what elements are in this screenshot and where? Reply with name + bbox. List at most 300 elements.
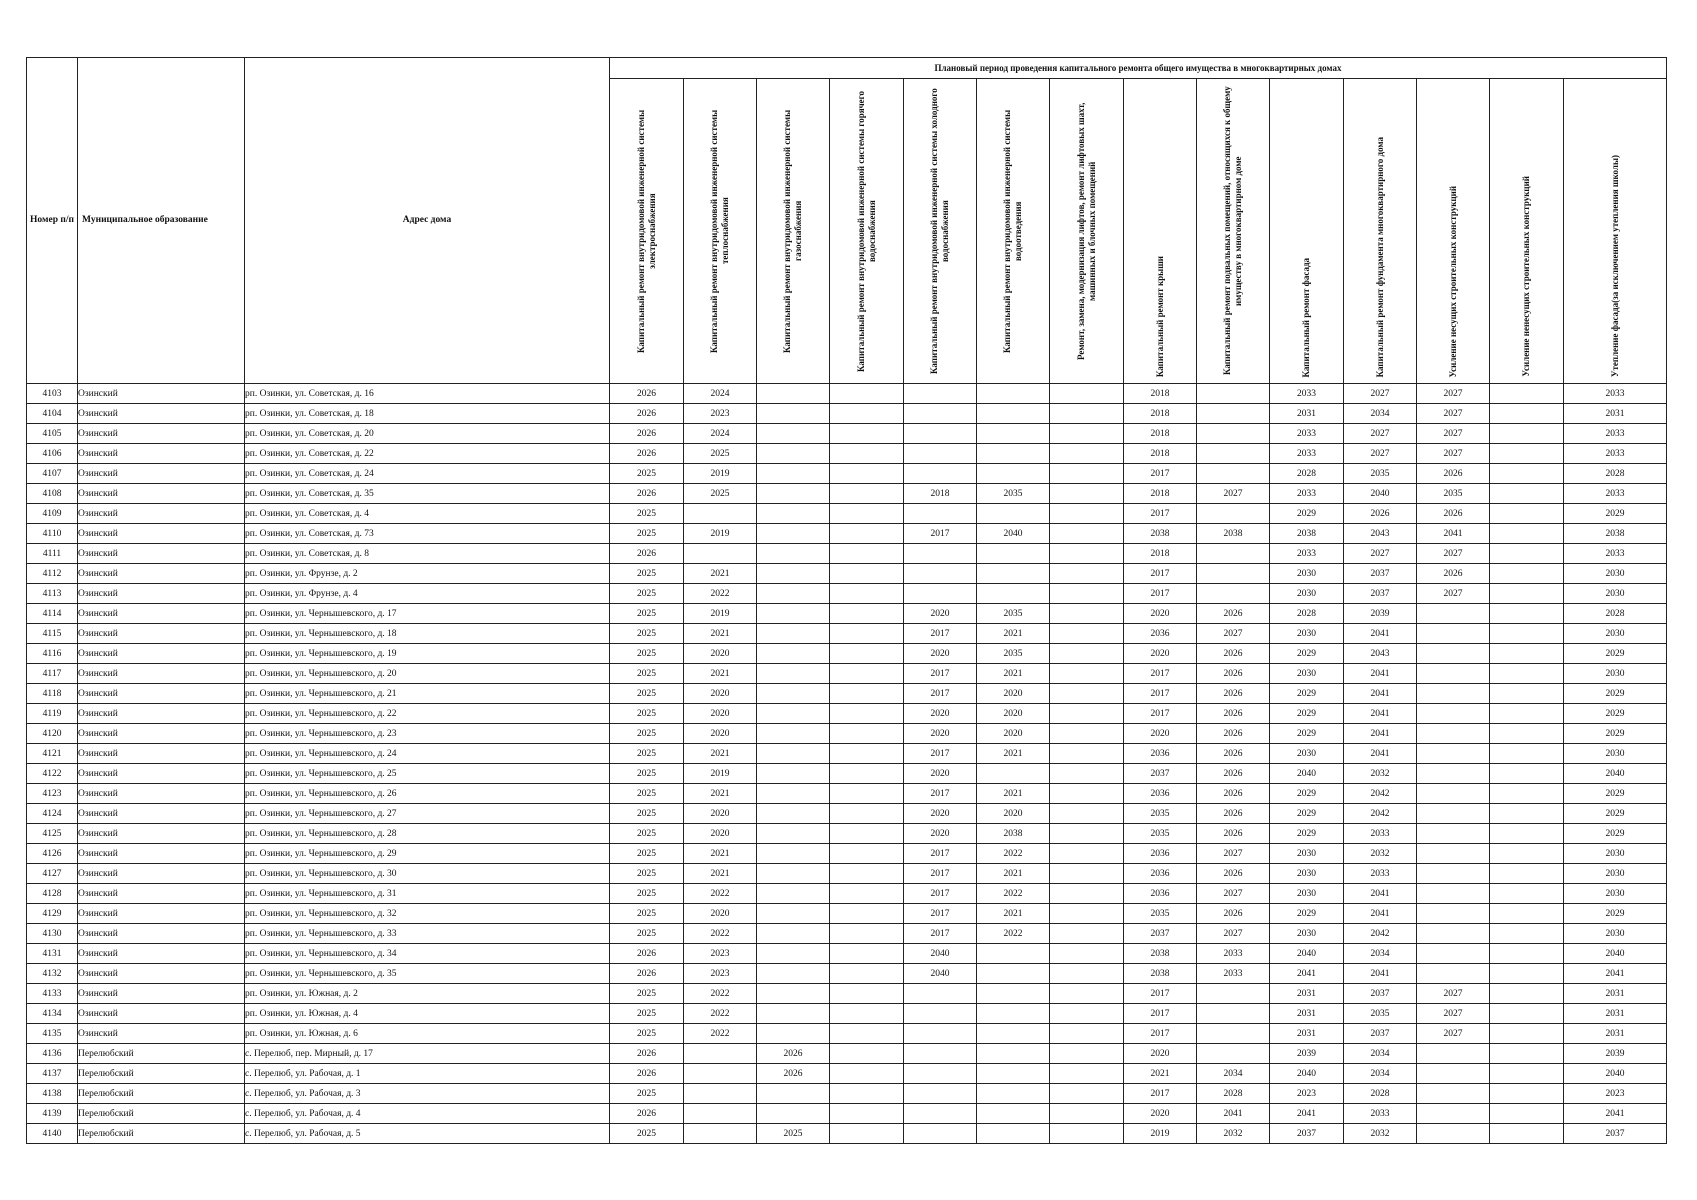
planned-year: 2031 [1564,984,1667,1004]
planned-year: 2029 [1270,684,1344,704]
house-address: рп. Озинки, ул. Чернышевского, д. 17 [245,604,610,624]
planned-year: 2020 [684,704,757,724]
planned-year: 2031 [1270,1004,1344,1024]
planned-year: 2018 [1124,484,1197,504]
table-row [27,1124,1667,1144]
row-number: 4109 [27,504,78,524]
planned-year: 2020 [977,804,1050,824]
planned-year: 2020 [904,604,977,624]
planned-year: 2041 [1564,964,1667,984]
municipality: Перелюбский [78,1124,245,1144]
planned-year: 2028 [1270,464,1344,484]
planned-year [1490,904,1564,924]
header-work-type-label: Ремонт, замена, модернизация лифтов, ремонт лифтовых шахт, машинных и блочных помещений [1075,102,1097,360]
header-work-type-label: Капитальный ремонт внутридомовой инженерной системы водоотведения [1002,109,1023,353]
planned-year [757,584,830,604]
municipality: Озинский [78,384,245,404]
planned-year [1417,724,1490,744]
row-number: 4127 [27,864,78,884]
planned-year [830,564,904,584]
table-row [27,464,1667,484]
planned-year [977,564,1050,584]
planned-year [830,524,904,544]
planned-year: 2025 [757,1124,830,1144]
planned-year [904,544,977,564]
row-number: 4106 [27,444,78,464]
house-address: рп. Озинки, ул. Чернышевского, д. 21 [245,684,610,704]
planned-year [830,904,904,924]
planned-year [757,904,830,924]
planned-year [684,1044,757,1064]
planned-year: 2029 [1564,704,1667,724]
planned-year [904,564,977,584]
planned-year [1417,884,1490,904]
planned-year: 2031 [1564,1004,1667,1024]
planned-year: 2041 [1197,1104,1270,1124]
planned-year: 2034 [1344,1044,1417,1064]
planned-year: 2030 [1564,624,1667,644]
planned-year: 2026 [610,1064,684,1084]
planned-year [830,664,904,684]
planned-year [1490,804,1564,824]
planned-year [757,784,830,804]
planned-year [1490,504,1564,524]
planned-year [1417,784,1490,804]
municipality: Озинский [78,924,245,944]
planned-year [1417,644,1490,664]
header-planned-period: Плановый период проведения капитального ремонта общего имущества в многоквартирных домах [610,58,1667,79]
planned-year [757,684,830,704]
house-address: с. Перелюб, ул. Рабочая, д. 5 [245,1124,610,1144]
planned-year: 2036 [1124,864,1197,884]
planned-year [1417,1124,1490,1144]
header-work-type [1050,79,1124,384]
planned-year [977,964,1050,984]
planned-year [1490,764,1564,784]
municipality: Озинский [78,784,245,804]
planned-year [1417,864,1490,884]
planned-year [1050,524,1124,544]
planned-year: 2020 [904,644,977,664]
planned-year: 2025 [610,864,684,884]
planned-year [830,844,904,864]
planned-year: 2026 [1197,904,1270,924]
planned-year: 2038 [1124,944,1197,964]
planned-year: 2036 [1124,624,1197,644]
planned-year: 2027 [1417,424,1490,444]
planned-year [1417,1064,1490,1084]
planned-year: 2041 [1344,704,1417,724]
table-row [27,404,1667,424]
table-row [27,484,1667,504]
planned-year [1197,504,1270,524]
municipality: Озинский [78,704,245,724]
planned-year: 2026 [610,964,684,984]
planned-year [1490,964,1564,984]
planned-year: 2018 [904,484,977,504]
planned-year: 2029 [1564,724,1667,744]
row-number: 4108 [27,484,78,504]
planned-year: 2040 [1270,764,1344,784]
header-work-type [1344,79,1417,384]
planned-year [1490,704,1564,724]
planned-year: 2025 [684,444,757,464]
row-number: 4114 [27,604,78,624]
planned-year: 2029 [1564,504,1667,524]
planned-year: 2025 [610,824,684,844]
planned-year: 2028 [1197,1084,1270,1104]
table-row [27,1044,1667,1064]
row-number: 4120 [27,724,78,744]
planned-year: 2025 [684,484,757,504]
table-row [27,624,1667,644]
house-address: рп. Озинки, ул. Чернышевского, д. 22 [245,704,610,724]
row-number: 4103 [27,384,78,404]
planned-year: 2020 [684,684,757,704]
planned-year [830,884,904,904]
planned-year: 2020 [904,764,977,784]
planned-year [830,704,904,724]
table-row [27,564,1667,584]
house-address: рп. Озинки, ул. Советская, д. 73 [245,524,610,544]
planned-year: 2038 [1197,524,1270,544]
planned-year: 2029 [1564,904,1667,924]
planned-year: 2025 [610,604,684,624]
house-address: рп. Озинки, ул. Южная, д. 4 [245,1004,610,1024]
planned-year [1490,564,1564,584]
house-address: рп. Озинки, ул. Советская, д. 20 [245,424,610,444]
header-work-type-label: Капитальный ремонт внутридомовой инженерной системы электроснабжения [635,109,657,353]
municipality: Перелюбский [78,1104,245,1124]
planned-year [1050,804,1124,824]
planned-year: 2025 [610,1084,684,1104]
planned-year [1490,544,1564,564]
header-work-type-label: Усиление ненесущих строительных конструкций [1521,176,1531,377]
table-row [27,1084,1667,1104]
planned-year: 2040 [977,524,1050,544]
planned-year: 2017 [904,904,977,924]
planned-year: 2020 [684,904,757,924]
house-address: рп. Озинки, ул. Чернышевского, д. 18 [245,624,610,644]
planned-year [1197,404,1270,424]
table-row [27,964,1667,984]
row-number: 4110 [27,524,78,544]
planned-year: 2022 [684,1004,757,1024]
planned-year: 2041 [1344,744,1417,764]
planned-year: 2037 [1344,584,1417,604]
planned-year [757,824,830,844]
planned-year: 2029 [1564,824,1667,844]
table-row [27,664,1667,684]
planned-year: 2033 [1344,824,1417,844]
planned-year: 2042 [1344,804,1417,824]
planned-year: 2031 [1270,984,1344,1004]
header-work-type [1564,79,1667,384]
header-work-type-label: Капитальный ремонт крыши [1154,255,1165,377]
planned-year [977,424,1050,444]
planned-year: 2029 [1270,824,1344,844]
planned-year: 2026 [610,484,684,504]
planned-year: 2025 [610,464,684,484]
row-number: 4133 [27,984,78,1004]
planned-year [1050,964,1124,984]
house-address: рп. Озинки, ул. Советская, д. 18 [245,404,610,424]
planned-year [757,444,830,464]
planned-year: 2034 [1344,1064,1417,1084]
planned-year [830,764,904,784]
planned-year: 2028 [1270,604,1344,624]
planned-year: 2040 [1344,484,1417,504]
planned-year: 2021 [684,844,757,864]
planned-year: 2030 [1564,864,1667,884]
municipality: Озинский [78,1004,245,1024]
planned-year [1050,1004,1124,1024]
planned-year: 2038 [1124,964,1197,984]
planned-year: 2026 [1197,724,1270,744]
table-row [27,984,1667,1004]
municipality: Озинский [78,504,245,524]
planned-year: 2020 [684,724,757,744]
table-row [27,1024,1667,1044]
house-address: рп. Озинки, ул. Чернышевского, д. 30 [245,864,610,884]
row-number: 4129 [27,904,78,924]
planned-year: 2030 [1270,884,1344,904]
planned-year: 2029 [1270,784,1344,804]
planned-year: 2026 [1417,464,1490,484]
planned-year: 2023 [684,964,757,984]
planned-year [1417,804,1490,824]
planned-year: 2035 [1124,824,1197,844]
planned-year: 2027 [1344,424,1417,444]
planned-year [977,984,1050,1004]
planned-year: 2035 [1344,464,1417,484]
planned-year: 2034 [1344,404,1417,424]
planned-year [977,1064,1050,1084]
municipality: Озинский [78,444,245,464]
planned-year: 2018 [1124,444,1197,464]
planned-year: 2030 [1564,924,1667,944]
planned-year [830,924,904,944]
house-address: рп. Озинки, ул. Чернышевского, д. 24 [245,744,610,764]
planned-year [977,1124,1050,1144]
row-number: 4138 [27,1084,78,1104]
house-address: рп. Озинки, ул. Советская, д. 16 [245,384,610,404]
planned-year: 2018 [1124,404,1197,424]
planned-year [684,1104,757,1124]
planned-year: 2026 [610,944,684,964]
planned-year [1197,984,1270,1004]
planned-year: 2038 [1124,524,1197,544]
planned-year: 2018 [1124,544,1197,564]
planned-year: 2017 [904,884,977,904]
planned-year: 2021 [684,864,757,884]
planned-year [1490,384,1564,404]
planned-year [1197,1024,1270,1044]
planned-year [1050,664,1124,684]
planned-year [757,424,830,444]
planned-year [830,624,904,644]
planned-year [1490,844,1564,864]
planned-year: 2028 [1344,1084,1417,1104]
planned-year [1050,844,1124,864]
planned-year [757,764,830,784]
planned-year [757,564,830,584]
planned-year: 2025 [610,884,684,904]
planned-year [904,1084,977,1104]
planned-year [1197,1004,1270,1024]
planned-year [1490,584,1564,604]
table-row [27,1104,1667,1124]
planned-year: 2021 [1124,1064,1197,1084]
house-address: рп. Озинки, ул. Чернышевского, д. 31 [245,884,610,904]
planned-year: 2041 [1344,904,1417,924]
house-address: рп. Озинки, ул. Советская, д. 4 [245,504,610,524]
planned-year [977,1004,1050,1024]
planned-year [1417,664,1490,684]
planned-year: 2026 [1197,644,1270,664]
planned-year [757,544,830,564]
municipality: Озинский [78,484,245,504]
planned-year [1417,704,1490,724]
planned-year [757,804,830,824]
table-row [27,844,1667,864]
planned-year: 2025 [610,504,684,524]
planned-year: 2026 [1197,804,1270,824]
house-address: рп. Озинки, ул. Чернышевского, д. 20 [245,664,610,684]
planned-year: 2019 [684,464,757,484]
planned-year: 2018 [1124,384,1197,404]
municipality: Перелюбский [78,1044,245,1064]
planned-year: 2042 [1344,924,1417,944]
planned-year: 2020 [1124,644,1197,664]
house-address: рп. Озинки, ул. Чернышевского, д. 29 [245,844,610,864]
planned-year: 2024 [684,424,757,444]
planned-year: 2040 [1270,1064,1344,1084]
planned-year [977,584,1050,604]
planned-year [830,964,904,984]
planned-year [1417,744,1490,764]
row-number: 4117 [27,664,78,684]
planned-year: 2035 [977,644,1050,664]
planned-year [830,824,904,844]
row-number: 4139 [27,1104,78,1124]
planned-year [1490,824,1564,844]
planned-year [1197,584,1270,604]
planned-year: 2037 [1270,1124,1344,1144]
planned-year [904,584,977,604]
planned-year: 2017 [1124,704,1197,724]
planned-year [1490,404,1564,424]
row-number: 4113 [27,584,78,604]
planned-year: 2032 [1344,764,1417,784]
planned-year [977,1104,1050,1124]
planned-year [830,1024,904,1044]
row-number: 4119 [27,704,78,724]
planned-year: 2028 [1564,464,1667,484]
planned-year: 2017 [904,844,977,864]
planned-year [757,924,830,944]
planned-year [757,744,830,764]
planned-year [757,704,830,724]
planned-year: 2035 [1124,804,1197,824]
planned-year [757,1084,830,1104]
planned-year: 2019 [684,524,757,544]
planned-year: 2025 [610,524,684,544]
planned-year: 2036 [1124,744,1197,764]
planned-year [1490,664,1564,684]
header-work-type-label: Капитальный ремонт внутридомовой инженерной системы горячего водоснабжения [855,90,877,372]
planned-year [757,844,830,864]
municipality: Озинский [78,884,245,904]
planned-year: 2033 [1270,484,1344,504]
planned-year [757,624,830,644]
planned-year: 2021 [684,664,757,684]
planned-year: 2040 [1564,1064,1667,1084]
table-row [27,764,1667,784]
planned-year [904,384,977,404]
planned-year [1197,444,1270,464]
planned-year: 2026 [610,444,684,464]
table-row [27,724,1667,744]
house-address: рп. Озинки, ул. Чернышевского, д. 23 [245,724,610,744]
planned-year [830,464,904,484]
planned-year: 2027 [1417,384,1490,404]
planned-year: 2017 [1124,464,1197,484]
planned-year [1417,824,1490,844]
planned-year: 2027 [1197,844,1270,864]
planned-year [1197,424,1270,444]
planned-year: 2028 [1564,604,1667,624]
planned-year [830,944,904,964]
planned-year [757,1104,830,1124]
planned-year [684,1084,757,1104]
row-number: 4132 [27,964,78,984]
planned-year: 2020 [977,704,1050,724]
row-number: 4140 [27,1124,78,1144]
planned-year: 2027 [1344,544,1417,564]
planned-year: 2026 [1197,704,1270,724]
planned-year: 2020 [977,684,1050,704]
planned-year: 2041 [1270,1104,1344,1124]
table-row [27,1004,1667,1024]
planned-year [757,664,830,684]
planned-year [830,1124,904,1144]
table-row [27,384,1667,404]
planned-year [757,604,830,624]
planned-year: 2017 [1124,504,1197,524]
planned-year: 2035 [1124,904,1197,924]
planned-year [1197,384,1270,404]
planned-year [1050,584,1124,604]
municipality: Озинский [78,844,245,864]
planned-year: 2020 [1124,1104,1197,1124]
table-row [27,544,1667,564]
planned-year: 2033 [1270,424,1344,444]
planned-year [830,544,904,564]
planned-year: 2017 [1124,664,1197,684]
planned-year [757,1004,830,1024]
planned-year: 2025 [610,1124,684,1144]
planned-year: 2040 [904,964,977,984]
row-number: 4137 [27,1064,78,1084]
planned-year [1050,784,1124,804]
planned-year [977,544,1050,564]
planned-year: 2025 [610,804,684,824]
planned-year: 2035 [977,604,1050,624]
planned-year: 2017 [1124,584,1197,604]
table-row [27,644,1667,664]
planned-year: 2032 [1344,1124,1417,1144]
